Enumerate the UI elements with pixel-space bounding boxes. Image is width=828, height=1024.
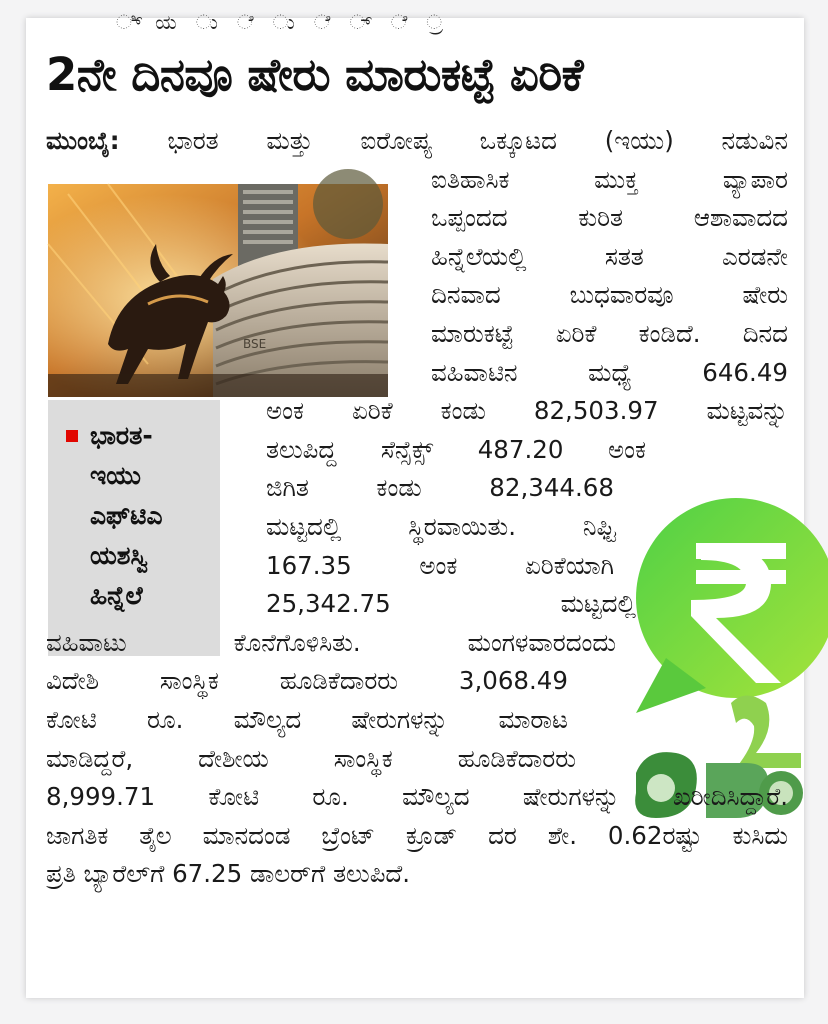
article-line: ಒಪ್ಪಂದದ ಕುರಿತ ಆಶಾವಾದದ [431, 203, 788, 233]
article-line: ವಹಿವಾಟು ಕೊನೆಗೊಳಿಸಿತು. ಮಂಗಳವಾರದಂದು [46, 627, 616, 657]
cropped-previous-line: ಿ್ಯ ು ೆ ು ೆ ್ ೆ ್ರ [116, 10, 457, 34]
article-line: ಪ್ರತಿ ಬ್ಯಾರೆಲ್‌ಗೆ 67.25 ಡಾಲರ್‌ಗೆ ತಲುಪಿದೆ. [46, 859, 411, 889]
article-line: ಕೋಟಿ ರೂ. ಮೌಲ್ಯದ ಷೇರುಗಳನ್ನು ಮಾರಾಟ [46, 704, 568, 734]
article-line: ಮಾಡಿದ್ದರೆ, ದೇಶೀಯ ಸಾಂಸ್ಥಿಕ ಹೂಡಿಕೆದಾರರು [46, 743, 576, 773]
article-line [46, 122, 788, 161]
article-line: ಜಾಗತಿಕ ತೈಲ ಮಾನದಂಡ ಬ್ರೆಂಟ್ ಕ್ರೂಡ್ ದರ ಶೇ. 0.62ರಷ್ಟು ಕುಸಿದು [46, 820, 788, 850]
highlight-line: ಯಶಸ್ವಿ [90, 541, 149, 570]
article-line-text: ಭಾರತ ಮತ್ತು ಐರೋಪ್ಯ ಒಕ್ಕೂಟದ (ಇಯು) ನಡುವಿನ [119, 126, 788, 155]
article-line: 25,342.75 ಮಟ್ಟದಲ್ಲಿ [266, 589, 636, 619]
article-line: ತಲುಪಿದ್ದ ಸೆನ್ಸೆಕ್ಸ್ 487.20 ಅಂಕ [266, 434, 646, 464]
article-line: ಮಟ್ಟದಲ್ಲಿ ಸ್ಥಿರವಾಯಿತು. ನಿಫ್ಟಿ [266, 511, 614, 541]
article-line: ಮಾರುಕಟ್ಟೆ ಏರಿಕೆ ಕಂಡಿದೆ. ದಿನದ [431, 318, 788, 348]
article-line: ಹಿನ್ನೆಲೆಯಲ್ಲಿ ಸತತ ಎರಡನೇ [431, 241, 788, 271]
bse-sign: BSE [243, 337, 267, 351]
highlight-line: ಇಯು [90, 461, 141, 490]
headline: 2ನೇ ದಿನವೂ ಷೇರು ಮಾರುಕಟ್ಟೆ ಏರಿಕೆ [46, 48, 584, 101]
highlight-line: ಭಾರತ- [90, 421, 153, 450]
article-line: 167.35 ಅಂಕ ಏರಿಕೆಯಾಗಿ [266, 550, 614, 580]
article-line: 8,999.71 ಕೋಟಿ ರೂ. ಮೌಲ್ಯದ ಷೇರುಗಳನ್ನು ಖರೀದಿಸಿದ್ದಾರೆ. [46, 782, 788, 812]
highlight-line: ಎಫ್‌ಟಿಎ [90, 501, 163, 530]
article-line: ಐತಿಹಾಸಿಕ ಮುಕ್ತ ವ್ಯಾಪಾರ [431, 164, 788, 194]
article-line: ವಹಿವಾಟಿನ ಮಧ್ಯೆ 646.49 [431, 357, 788, 387]
article-line: ಜಿಗಿತ ಕಂಡು 82,344.68 [266, 473, 614, 503]
news-clipping [26, 10, 804, 998]
dateline: ಮುಂಬೈ: [46, 126, 120, 155]
article-line: ದಿನವಾದ ಬುಧವಾರವೂ ಷೇರು [431, 280, 788, 310]
highlight-line: ಹಿನ್ನೆಲೆ [90, 581, 143, 610]
article-line: ಅಂಕ ಏರಿಕೆ ಕಂಡು 82,503.97 ಮಟ್ಟವನ್ನು [266, 396, 788, 426]
article-line: ವಿದೇಶಿ ಸಾಂಸ್ಥಿಕ ಹೂಡಿಕೆದಾರರು 3,068.49 [46, 666, 568, 696]
article-body [46, 122, 788, 894]
